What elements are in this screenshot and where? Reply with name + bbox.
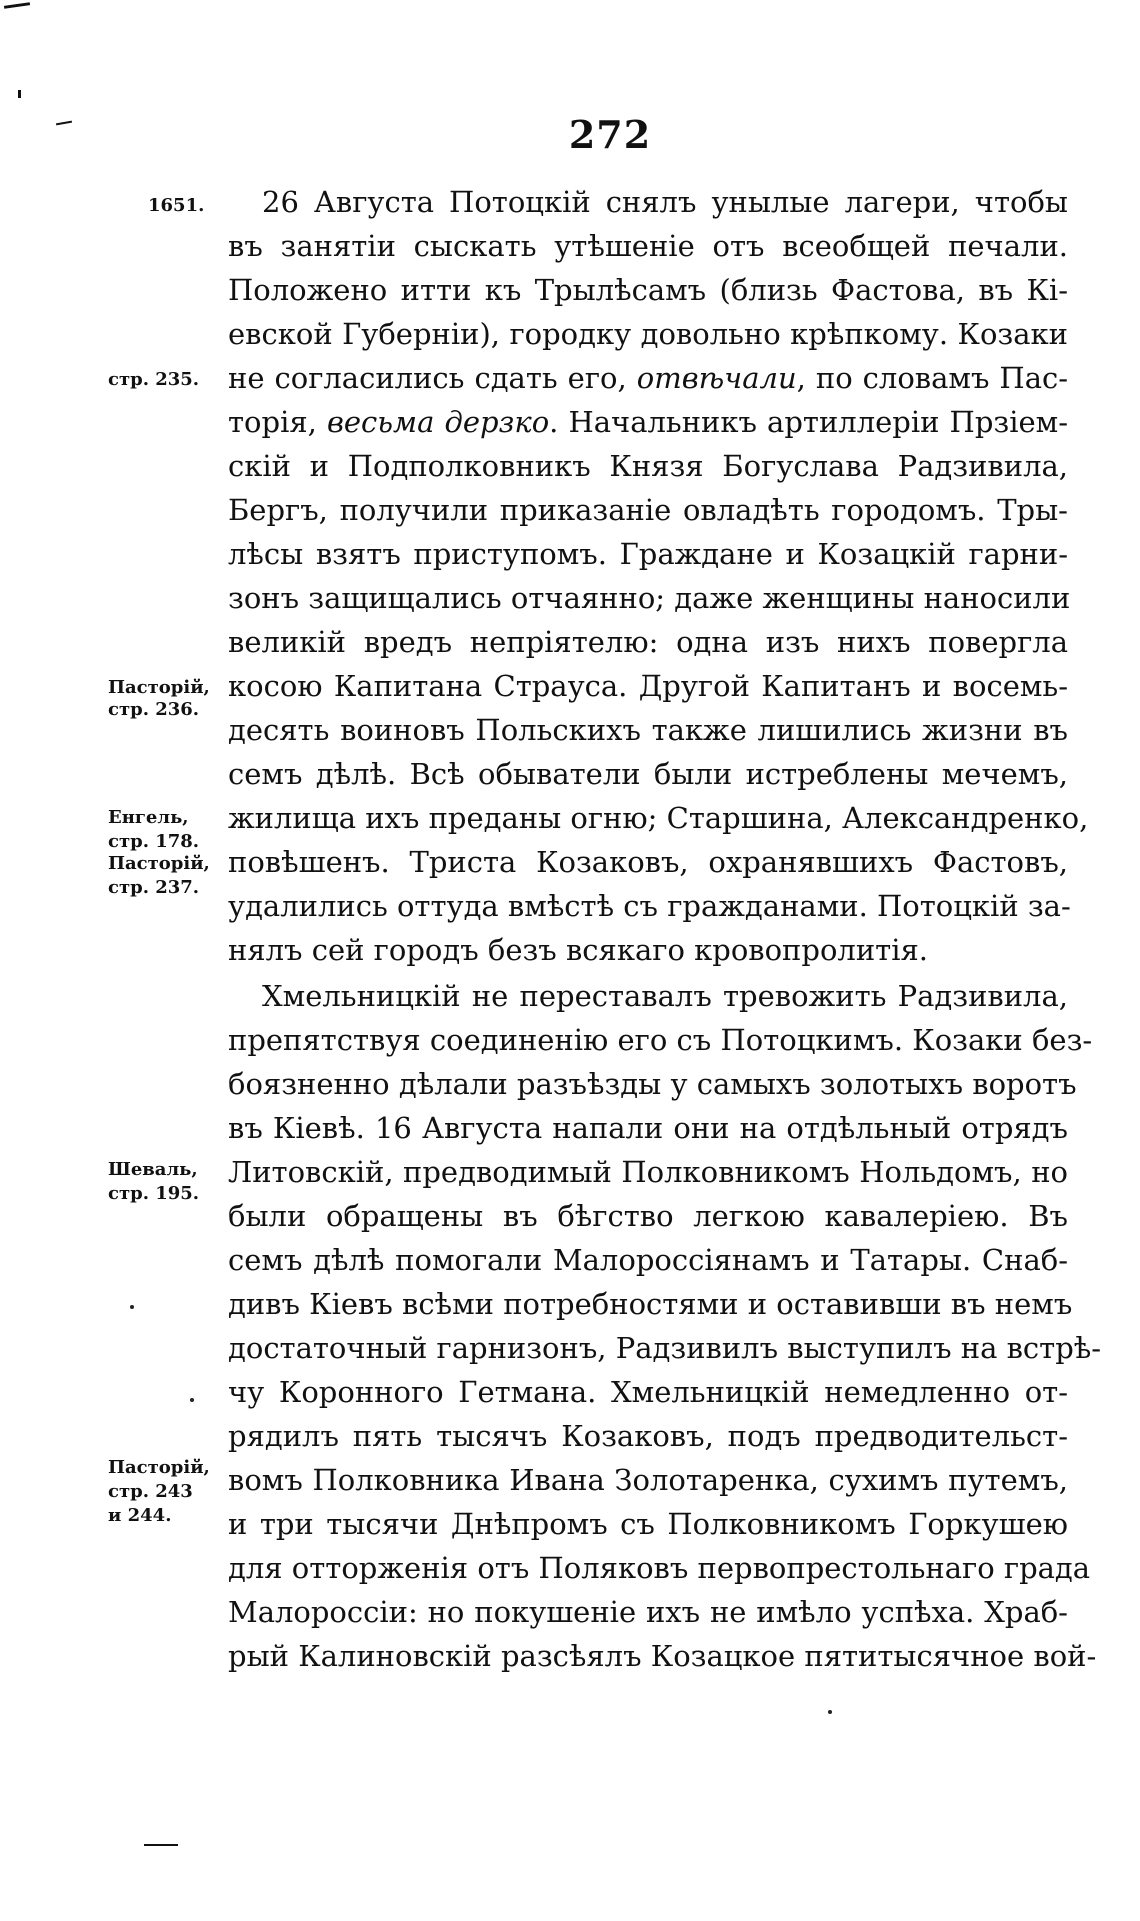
text-line: препятствуя соединенію его съ Потоцкимъ. Козаки без- (228, 1023, 1093, 1057)
text-line (228, 360, 1068, 396)
text-line: Литовскій, предводимый Полковникомъ Нольдомъ, но (228, 1155, 1068, 1189)
text-line: Положено итти къ Трылѣсамъ (близь Фастова, въ Кі- (228, 273, 1068, 307)
margin-note-page-ref: стр. 237. (108, 877, 200, 898)
text-line: рый Калиновскій разсѣялъ Козацкое пятитысячное вой- (228, 1639, 1097, 1673)
scan-mark (144, 1844, 178, 1846)
text-segment: , по словамъ Пас- (796, 361, 1069, 395)
margin-note-page-ref: стр. 195. (108, 1183, 200, 1204)
margin-note-source: Шеваль, (108, 1159, 198, 1180)
margin-note-source: Пасторій, (108, 1457, 210, 1478)
text-line: были обращены въ бѣгство легкою кавалеріею. Въ (228, 1199, 1068, 1233)
margin-note-source: Пасторій, (108, 853, 210, 874)
margin-note-source: Енгель, (108, 807, 189, 828)
margin-note-page-ref: стр. 243 (108, 1481, 193, 1502)
text-line: дивъ Кіевъ всѣми потребностями и оставивши въ немъ (228, 1287, 1073, 1321)
text-line: рядилъ пять тысячъ Козаковъ, подъ предводительст- (228, 1419, 1068, 1453)
text-segment: . Начальникъ артиллеріи Прзіем- (549, 405, 1068, 439)
text-line: семъ дѣлѣ помогали Малороссіянамъ и Татары. Снаб- (228, 1243, 1068, 1277)
text-segment: торія, (228, 405, 317, 439)
margin-note-page-ref: стр. 178. (108, 831, 200, 852)
text-line: въ занятіи сыскать утѣшеніе отъ всеобщей печали. (228, 229, 1068, 263)
text-line: великій вредъ непріятелю: одна изъ нихъ повергла (228, 625, 1068, 659)
scan-speck (130, 1305, 134, 1309)
margin-note-year: 1651. (148, 195, 205, 216)
text-line: евской Губерніи), городку довольно крѣпкому. Козаки (228, 317, 1068, 351)
text-line: вомъ Полковника Ивана Золотаренка, сухимъ путемъ, (228, 1463, 1068, 1497)
text-line: Хмельницкій не переставалъ тревожить Радзивила, (262, 979, 1068, 1013)
text-italic: весьма дерзко (326, 405, 550, 439)
text-line: семъ дѣлѣ. Всѣ обыватели были истреблены мечемъ, (228, 757, 1068, 791)
text-line: для отторженія отъ Поляковъ первопрестольнаго града (228, 1551, 1091, 1585)
text-line: достаточный гарнизонъ, Радзивилъ выступилъ на встрѣ- (228, 1331, 1102, 1365)
text-line: и три тысячи Днѣпромъ съ Полковникомъ Горкушею (228, 1507, 1068, 1541)
text-line: въ Кіевѣ. 16 Августа напали они на отдѣльный отрядъ (228, 1111, 1068, 1145)
margin-note-page-ref: и 244. (108, 1505, 172, 1526)
scan-mark (18, 90, 21, 98)
text-line: десять воиновъ Польскихъ также лишились жизни въ (228, 713, 1068, 747)
text-line (228, 404, 1068, 440)
margin-note-source: Пасторій, (108, 677, 210, 698)
text-line: повѣшенъ. Триста Козаковъ, охранявшихъ Фастовъ, (228, 845, 1068, 879)
text-line: боязненно дѣлали разъѣзды у самыхъ золотыхъ воротъ (228, 1067, 1077, 1101)
scan-speck (190, 1398, 194, 1402)
text-italic: отвѣчали (636, 361, 797, 395)
text-line: Малороссіи: но покушеніе ихъ не имѣло успѣха. Храб- (228, 1595, 1068, 1629)
text-line: нялъ сей городъ безъ всякаго кровопролитія. (228, 933, 928, 967)
text-line: удалились оттуда вмѣстѣ съ гражданами. Потоцкій за- (228, 889, 1071, 923)
text-line: косою Капитана Страуса. Другой Капитанъ и восемь- (228, 669, 1068, 703)
margin-note-page-ref: стр. 235. (108, 369, 200, 390)
page-number: 272 (568, 112, 652, 157)
scan-speck (828, 1710, 832, 1714)
scan-mark (4, 2, 30, 9)
text-line: лѣсы взятъ приступомъ. Граждане и Козацкій гарни- (228, 537, 1068, 571)
margin-note-page-ref: стр. 236. (108, 699, 200, 720)
text-segment: не согласились сдать его, (228, 361, 627, 395)
text-line: зонъ защищались отчаянно; даже женщины наносили (228, 581, 1071, 615)
text-line: скій и Подполковникъ Князя Богуслава Радзивила, (228, 449, 1068, 483)
text-line: чу Коронного Гетмана. Хмельницкій немедленно от- (228, 1375, 1068, 1409)
text-line: жилища ихъ преданы огню; Старшина, Александренко, (228, 801, 1089, 835)
text-line: Бергъ, получили приказаніе овладѣть городомъ. Тры- (228, 493, 1068, 527)
text-line: 26 Августа Потоцкій снялъ унылые лагери, чтобы (262, 185, 1068, 219)
